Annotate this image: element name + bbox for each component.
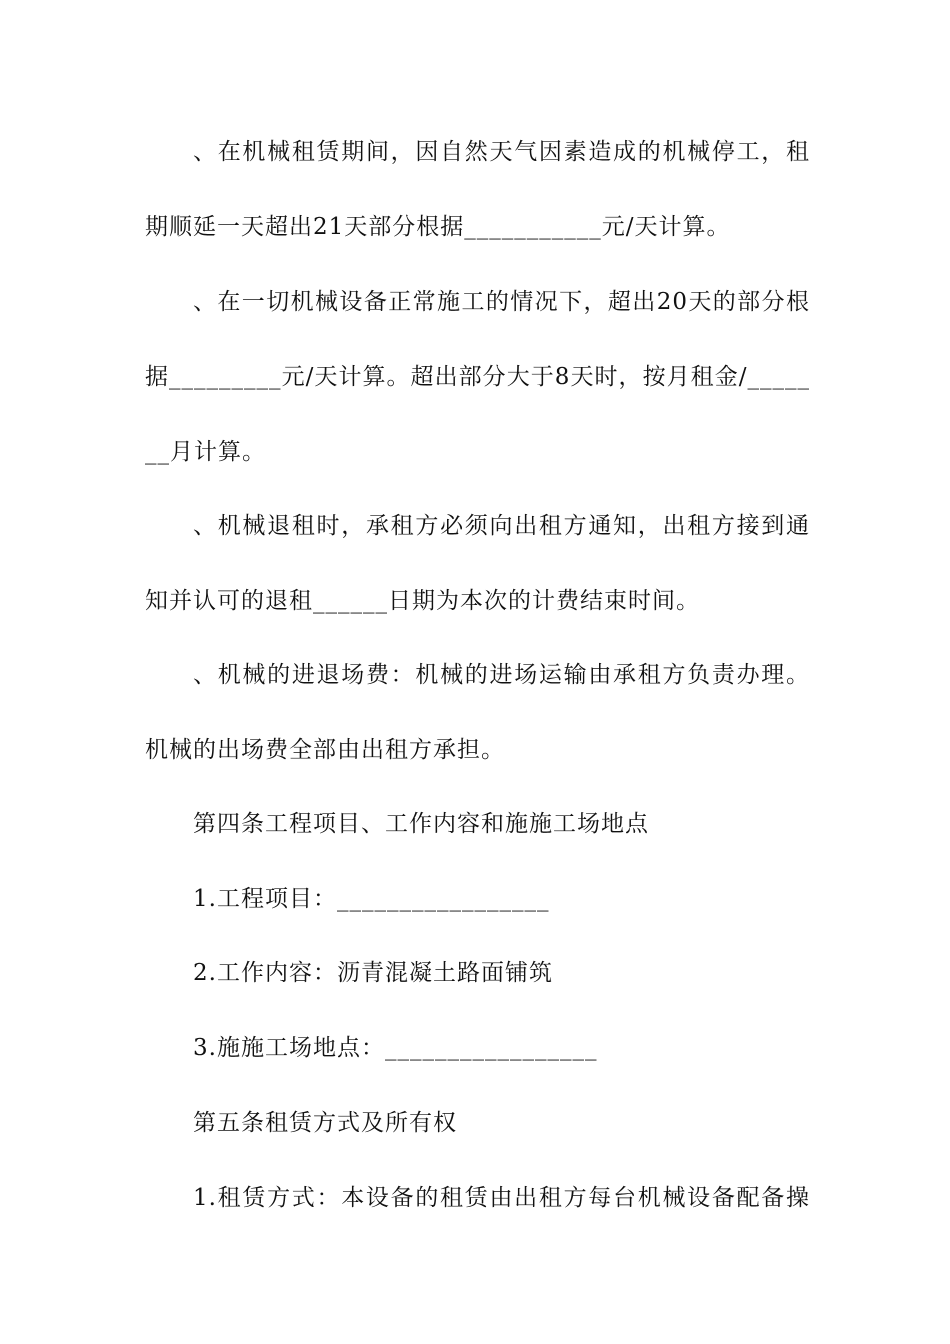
section-heading: 第四条工程项目、工作内容和施施工场地点 <box>193 811 649 837</box>
paragraph-line: 、在机械租赁期间，因自然天气因素造成的机械停工，租 <box>193 139 810 165</box>
paragraph-line: 机械的出场费全部由出租方承担。 <box>145 737 505 763</box>
paragraph-line: 知并认可的退租______日期为本次的计费结束时间。 <box>145 588 700 614</box>
paragraph-line: 、机械退租时，承租方必须向出租方通知，出租方接到通 <box>193 513 810 539</box>
section-heading: 第五条租赁方式及所有权 <box>193 1110 457 1136</box>
paragraph-line: __月计算。 <box>145 439 266 465</box>
list-item: 1.租赁方式：本设备的租赁由出租方每台机械设备配备操 <box>193 1185 810 1211</box>
list-item: 1.工程项目：_________________ <box>193 886 550 912</box>
list-item: 3.施施工场地点：_________________ <box>193 1035 598 1061</box>
paragraph-line: 、在一切机械设备正常施工的情况下，超出20天的部分根 <box>193 289 810 315</box>
paragraph-line: 期顺延一天超出21天部分根据___________元/天计算。 <box>145 214 731 240</box>
list-item: 2.工作内容：沥青混凝土路面铺筑 <box>193 960 553 986</box>
paragraph-line: 、机械的进退场费：机械的进场运输由承租方负责办理。 <box>193 662 810 688</box>
paragraph-line: 据_________元/天计算。超出部分大于8天时，按月租金/_____ <box>145 364 810 390</box>
